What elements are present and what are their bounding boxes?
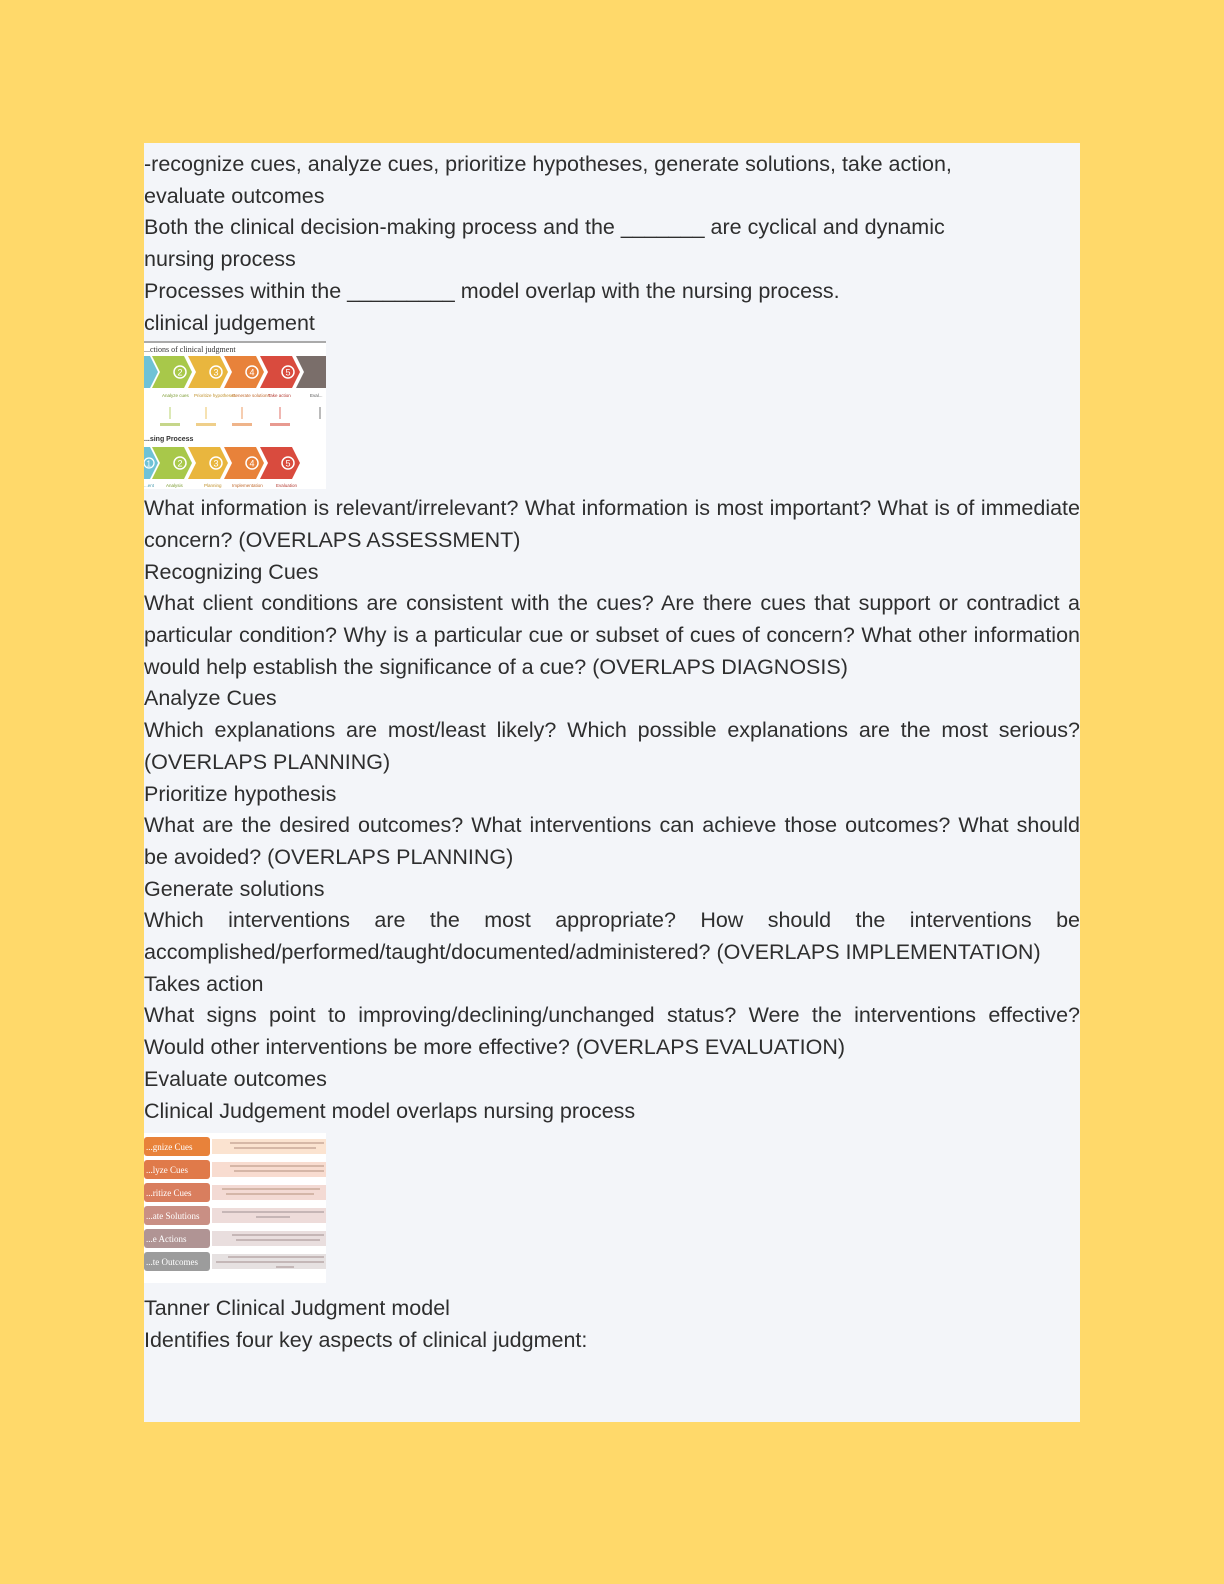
qa-question-6: What signs point to improving/declining/unchanged status? Were the interventions effective? Would other interventions be more effective? (OVERLAPS EVALUATION): [144, 1003, 1080, 1060]
figure1-top-step-4: 4: [249, 367, 255, 378]
qa-question-5: Which interventions are the most appropriate? How should the interventions be accomplished/performed/taught/documented/administered? (OVERLAPS IMPLEMENTATION): [144, 908, 1080, 965]
qa-question-4: What are the desired outcomes? What interventions can achieve those outcomes? What should be avoided? (OVERLAPS PLANNING): [144, 813, 1080, 869]
figure1-bottom-label-3: Planning: [204, 483, 222, 489]
qa-answer-5: Takes action: [144, 971, 264, 996]
qa-question-2: What client conditions are consistent with the cues? Are there cues that support or contradict a particular condition? Why is a particular cue or subset of cues of concern? What other information would help establish the significance of a cue? (OVERLAPS DIAGNOSIS): [144, 591, 1080, 679]
qa-section: [144, 493, 1080, 1095]
figure1-top-label-5: Eval...: [310, 393, 323, 399]
figure2-row-label-5: ...e Actions: [146, 1234, 187, 1245]
figure1-bottom-step-1: 1: [146, 459, 151, 469]
tanner-model-intro: Identifies four key aspects of clinical judgment:: [144, 1327, 588, 1352]
figure1-bottom-label-4: Implementation: [232, 483, 263, 489]
figure1-top-label-3: Generate solutions: [232, 393, 270, 399]
figure1-top-label-1: Analyze cues: [162, 393, 189, 399]
figure1-bottom-step-2: 2: [177, 458, 183, 469]
qa-answer-4: Generate solutions: [144, 876, 325, 901]
figure1-bottom-label-2: Analysis: [166, 483, 183, 489]
tanner-model-heading: Tanner Clinical Judgment model: [144, 1296, 450, 1321]
qa-answer-3: Prioritize hypothesis: [144, 781, 337, 806]
figure1-bottom-step-5: 5: [285, 458, 291, 469]
figure2-row-6: [144, 1252, 326, 1271]
figure2-row-5: [144, 1229, 326, 1248]
figure1-bottom-title: ...sing Process: [144, 436, 194, 444]
figure2-row-label-3: ...ritize Cues: [146, 1188, 192, 1199]
qa-answer-1: Recognizing Cues: [144, 559, 319, 584]
figure1-top-title: ...ctions of clinical judgment: [144, 345, 236, 355]
figure1-bottom-label-5: Evaluation: [276, 483, 298, 489]
clinical-judgment-vs-nursing-process-figure: [144, 341, 326, 489]
figure2-row-label-4: ...ate Solutions: [146, 1211, 200, 1222]
qa-answer-2: Analyze Cues: [144, 686, 277, 711]
figure1-bottom-step-3: 3: [213, 458, 219, 469]
figure1-bottom-label-1: ...ent: [144, 483, 155, 489]
statement-line-3: Processes within the _________ model overlap with the nursing process.: [144, 278, 840, 303]
qa-question-1: What information is relevant/irrelevant? What information is most important? What is of immediate concern? (OVERLAPS ASSESSMENT): [144, 496, 1080, 552]
figure2-row-3: [144, 1183, 326, 1202]
figure2-row-1: [144, 1137, 326, 1156]
figure2-row-label-6: ...te Outcomes: [146, 1257, 198, 1268]
statement-line-1: Both the clinical decision-making process and the _______ are cyclical and dynamic: [144, 215, 945, 240]
figure2-row-4: [144, 1206, 326, 1225]
intro-line-1: -recognize cues, analyze cues, prioritize hypotheses, generate solutions, take action,: [144, 152, 952, 176]
figure1-top-label-2: Prioritize hypotheses: [194, 393, 236, 399]
figure2-row-label-2: ...lyze Cues: [146, 1165, 188, 1176]
clinical-judgment-steps-table-figure: [144, 1133, 326, 1283]
statement-line-2: nursing process: [144, 247, 296, 272]
statement-line-4: clinical judgement: [144, 310, 315, 335]
figure2-row-2: [144, 1160, 326, 1179]
figure1-top-step-5: 5: [285, 367, 291, 378]
figure1-bottom-step-4: 4: [249, 458, 255, 469]
figure1-top-step-2: 2: [177, 367, 183, 378]
qa-question-3: Which explanations are most/least likely? Which possible explanations are the most serious? (OVERLAPS PLANNING): [144, 718, 1080, 774]
qa-answer-6: Evaluate outcomes: [144, 1066, 327, 1091]
figure1-top-label-4: Take action: [268, 393, 291, 399]
intro-line-2: evaluate outcomes: [144, 183, 325, 208]
figure2-row-label-1: ...gnize Cues: [146, 1142, 193, 1153]
overlap-statement: Clinical Judgement model overlaps nursing process: [144, 1098, 636, 1123]
figure1-top-step-3: 3: [213, 367, 219, 378]
document-page: [144, 143, 1080, 1422]
